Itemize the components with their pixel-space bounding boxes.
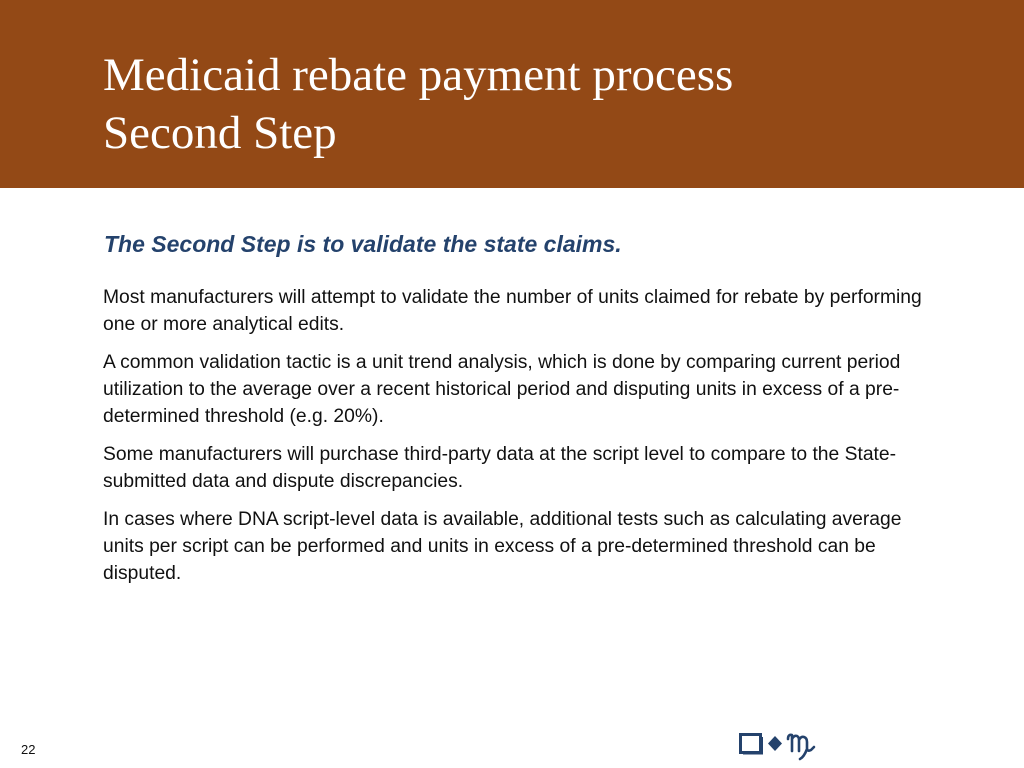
paragraph-4: In cases where DNA script-level data is available, additional tests such as calculating average units per script can be performed and units in excess of a pre-determined threshold can be disputed.	[103, 509, 902, 584]
paragraph-2: A common validation tactic is a unit trend analysis, which is done by comparing current period utilization to the average over a recent historical period and disputing units in excess of a pre-determined threshold (e.g. 20%).	[103, 352, 901, 427]
title-line-2: Second Step	[103, 107, 337, 159]
slide-body	[103, 284, 923, 598]
paragraph-1: Most manufacturers will attempt to validate the number of units claimed for rebate by performing one or more analytical edits.	[103, 287, 922, 335]
title-line-1: Medicaid rebate payment process	[103, 49, 734, 101]
paragraph-3: Some manufacturers will purchase third-party data at the script level to compare to the State-submitted data and dispute discrepancies.	[103, 444, 897, 492]
page-number: 22	[21, 742, 36, 757]
slide-title	[103, 46, 733, 162]
pwc-logo-icon	[738, 727, 822, 763]
slide-subtitle: The Second Step is to validate the state claims.	[104, 231, 622, 257]
